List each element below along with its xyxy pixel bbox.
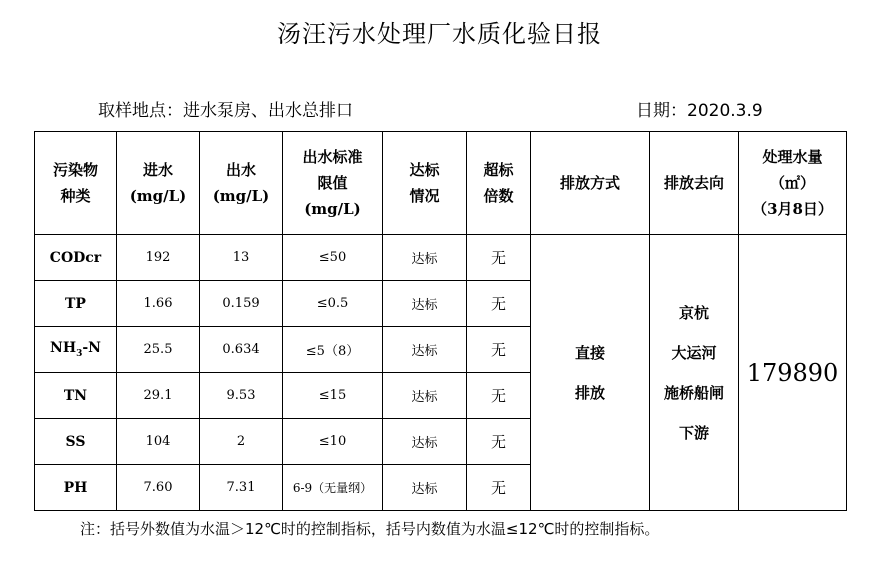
param-nh3n-main: NH xyxy=(50,340,77,357)
param-codcr: CODcr xyxy=(35,235,117,281)
header-discharge-method: 排放方式 xyxy=(531,132,650,235)
sampling-location: 取样地点：进水泵房、出水总排口 xyxy=(98,101,353,121)
outflow-value: 0.159 xyxy=(200,281,283,327)
limit-value: 6-9（无量纲） xyxy=(283,465,383,511)
status-value: 达标 xyxy=(383,281,467,327)
inflow-value: 25.5 xyxy=(117,327,200,373)
param-nh3n-subscript: 3 xyxy=(76,348,83,359)
inflow-value: 192 xyxy=(117,235,200,281)
header-limit-line: (mg/L) xyxy=(304,200,361,218)
treated-volume: 179890 xyxy=(739,235,847,511)
header-limit-line: 出水标准 xyxy=(302,148,363,166)
exceed-value: 无 xyxy=(467,465,531,511)
header-outflow-line: (mg/L) xyxy=(212,187,270,205)
limit-value: ≤5（8） xyxy=(283,327,383,373)
header-inflow-line: (mg/L) xyxy=(129,187,187,205)
inflow-value: 104 xyxy=(117,419,200,465)
report-title: 汤汪污水处理厂水质化验日报 xyxy=(277,20,602,48)
limit-value: ≤15 xyxy=(283,373,383,419)
param-nh3n-tail: -N xyxy=(82,340,101,357)
discharge-destination-line: 下游 xyxy=(678,423,709,442)
header-pollutant xyxy=(35,132,117,235)
header-status xyxy=(383,132,467,235)
exceed-value: 无 xyxy=(467,327,531,373)
discharge-destination-line: 大运河 xyxy=(671,343,717,362)
outflow-value: 9.53 xyxy=(200,373,283,419)
limit-value: ≤50 xyxy=(283,235,383,281)
header-volume-line: （㎡） xyxy=(769,174,815,192)
header-outflow xyxy=(200,132,283,235)
outflow-value: 0.634 xyxy=(200,327,283,373)
param-ph: PH xyxy=(35,465,117,511)
header-discharge-destination: 排放去向 xyxy=(650,132,739,235)
limit-value: ≤0.5 xyxy=(283,281,383,327)
inflow-value: 7.60 xyxy=(117,465,200,511)
header-limit xyxy=(283,132,383,235)
footnote: 注：括号外数值为水温＞12℃时的控制指标，括号内数值为水温≤12℃时的控制指标。 xyxy=(80,520,660,538)
discharge-method-cell xyxy=(531,235,650,511)
outflow-value: 2 xyxy=(200,419,283,465)
param-nh3n xyxy=(35,327,117,373)
limit-value: ≤10 xyxy=(283,419,383,465)
status-value: 达标 xyxy=(383,373,467,419)
discharge-destination-line: 京杭 xyxy=(678,303,709,322)
header-pollutant-line: 种类 xyxy=(60,187,91,205)
status-value: 达标 xyxy=(383,465,467,511)
inflow-value: 29.1 xyxy=(117,373,200,419)
header-inflow xyxy=(117,132,200,235)
status-value: 达标 xyxy=(383,327,467,373)
outflow-value: 13 xyxy=(200,235,283,281)
discharge-destination-cell xyxy=(650,235,739,511)
exceed-value: 无 xyxy=(467,373,531,419)
table-header-row xyxy=(35,132,847,235)
discharge-method-line: 排放 xyxy=(574,383,605,402)
status-value: 达标 xyxy=(383,419,467,465)
discharge-method-line: 直接 xyxy=(574,343,605,362)
header-volume xyxy=(739,132,847,235)
header-status-line: 情况 xyxy=(409,187,440,205)
exceed-value: 无 xyxy=(467,235,531,281)
table-row xyxy=(35,235,847,281)
header-outflow-line: 出水 xyxy=(225,161,256,179)
header-inflow-line: 进水 xyxy=(142,161,173,179)
header-limit-line: 限值 xyxy=(317,174,348,192)
discharge-destination-line: 施桥船闸 xyxy=(663,383,724,402)
status-value: 达标 xyxy=(383,235,467,281)
exceed-value: 无 xyxy=(467,419,531,465)
header-status-line: 达标 xyxy=(409,161,440,179)
header-exceed-line: 倍数 xyxy=(483,187,514,205)
header-volume-line: （3月8日） xyxy=(752,200,833,218)
header-volume-line: 处理水量 xyxy=(762,148,823,166)
param-tn: TN xyxy=(35,373,117,419)
param-ss: SS xyxy=(35,419,117,465)
header-pollutant-line: 污染物 xyxy=(52,161,98,179)
param-tp: TP xyxy=(35,281,117,327)
header-exceed-line: 超标 xyxy=(483,161,514,179)
header-exceed xyxy=(467,132,531,235)
water-quality-table xyxy=(34,131,847,511)
report-date: 日期：2020.3.9 xyxy=(636,101,763,121)
outflow-value: 7.31 xyxy=(200,465,283,511)
inflow-value: 1.66 xyxy=(117,281,200,327)
exceed-value: 无 xyxy=(467,281,531,327)
